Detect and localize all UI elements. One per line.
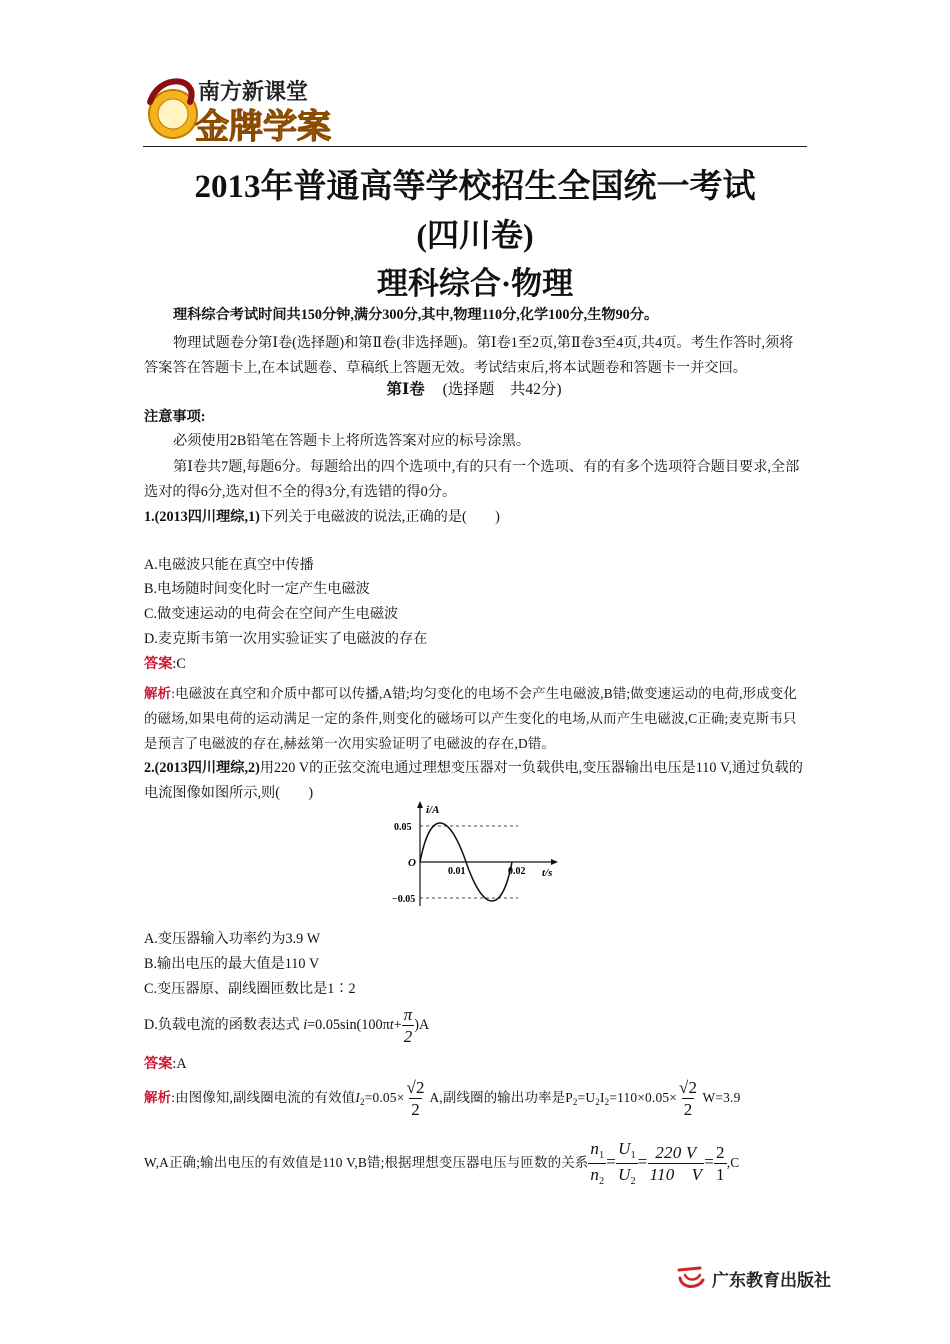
section-title: 第Ⅰ卷 [386,381,425,398]
pi-over-two: $\frac{\pi}{2}$ [403,1005,413,1047]
y-tick-bottom: −0.05 [392,894,416,905]
q2-option-b: B.输出电压的最大值是110 V [144,956,320,972]
q2-answer [144,1055,804,1073]
question-2-stem [144,756,804,806]
q2-solution-line-1: 解析:由图像知,副线圈电流的有效值$I_2=0.05\times$ $\frac{√2}{2}$ A,副线圈的输出功率是$P_2=U_2I_2=110\times 0.05\times$ $\frac{√2}{2}$ W=3.9 [144,1078,741,1120]
q1-option-b: B.电场随时间变化时一定产生电磁波 [144,581,370,597]
sqrt2-over-2-b: $\frac{√2}{2}$ [679,1078,698,1120]
intro-paragraph: 物理试题卷分第Ⅰ卷(选择题)和第Ⅱ卷(非选择题)。第Ⅰ卷1至2页,第Ⅱ卷3至4页,共4页。考生作答时,须将答案答在答题卡上,在本试题卷、草稿纸上答题无效。考试结束后,将本试题卷和答题卡一并交回。 [144,335,794,376]
y-axis-label: i/A [426,804,440,816]
question-1-source: 1.(2013四川理综,1) [144,509,260,525]
q1-option-d: D.麦克斯韦第一次用实验证实了电磁波的存在 [144,631,428,647]
q2-solution-line-2: W,A正确;输出电压的有效值是110 V,B错;根据理想变压器电压与匝数的关系 $\frac{n_1}{n_2}$ = $\frac{U_1}{U_2}$ = $\frac{220 V}{110 V}$ = $\frac{2}{1}$ ,C [144,1139,740,1188]
brand-logo [140,72,350,148]
y-tick-top: 0.05 [394,822,412,833]
q2-option-c: C.变压器原、副线圈匝数比是1∶2 [144,981,356,997]
notice-item-2: 第Ⅰ卷共7题,每题6分。每题给出的四个选项中,有的只有一个选项、有的有多个选项符合题目要求,全部选对的得6分,选对但不全的得3分,有选错的得0分。 [144,459,800,500]
logo-small-text: 南方新课堂 [198,80,309,105]
publisher-mark [676,1265,831,1291]
ratio-u1-u2: $\frac{U_1}{U_2}$ [618,1139,636,1188]
exam-subtitle: (四川卷) [416,217,534,253]
y-axis-arrow [417,801,423,808]
q1-solution [144,681,804,756]
answer-label: 答案 [144,1056,173,1072]
answer-label: 答案 [144,656,173,672]
ratio-two-one: $\frac{2}{1}$ [715,1143,725,1185]
q1-option-a: A.电磁波只能在真空中传播 [144,557,314,573]
header-rule [143,146,807,147]
q1-answer [144,655,804,673]
x-axis-label: t/s [542,867,553,879]
question-2-source: 2.(2013四川理综,2) [144,760,260,776]
exam-title: 2013年普通高等学校招生全国统一考试 [194,169,756,205]
solution-label: 解析 [144,686,172,701]
logo-big-text: 金牌学案 [195,107,331,147]
q1-option-c: C.做变速运动的电荷会在空间产生电磁波 [144,606,399,622]
question-1-stem [144,508,804,526]
current-graph [392,800,562,910]
subject-title: 理科综合·物理 [376,266,574,301]
sqrt2-over-2-a: $\frac{√2}{2}$ [406,1078,425,1120]
q2-option-a: A.变压器输入功率约为3.9 W [144,931,321,947]
answer-value: :C [172,656,186,672]
x-tick-2: 0.02 [508,866,526,877]
section-heading [144,381,804,399]
question-1-text: 下列关于电磁波的说法,正确的是( ) [259,509,500,525]
answer-value: :A [172,1056,187,1072]
question-2-text: 用220 V的正弦交流电通过理想变压器对一负载供电,变压器输出电压是110 V,通过负载的电流图像如图所示,则( ) [144,760,803,801]
notice-title: 注意事项: [144,409,206,425]
publisher-name: 广东教育出版社 [712,1270,831,1291]
notice-item-1: 必须使用2B铅笔在答题卡上将所选答案对应的标号涂黑。 [173,433,531,449]
q2-option-d: D.负载电流的函数表达式 i=0.05sin(100πt+ $\frac{\pi}{2}$ )A [144,1005,430,1047]
x-tick-1: 0.01 [448,866,466,877]
publisher-logo-icon [676,1265,706,1291]
solution-label: 解析 [144,1090,172,1105]
x-axis-arrow [551,859,558,865]
origin-label: O [408,857,416,869]
ratio-voltages: $\frac{220 V}{110 V}$ [649,1143,703,1185]
section-subtitle: (选择题 共42分) [442,381,562,398]
ratio-n1-n2: $\frac{n_1}{n_2}$ [590,1139,605,1188]
solution-text: :电磁波在真空和介质中都可以传播,A错;均匀变化的电场不会产生电磁波,B错;做变速运动的电荷,形成变化的磁场,如果电荷的运动满足一定的条件,则变化的磁场可以产生变化的电场,从而产生电磁波,C正确;麦克斯韦只是预言了电磁波的存在,赫兹第一次用实验证明了电磁波的存在,D错。 [144,686,797,751]
exam-info: 理科综合考试时间共150分钟,满分300分,其中,物理110分,化学100分,生物90分。 [173,307,659,323]
